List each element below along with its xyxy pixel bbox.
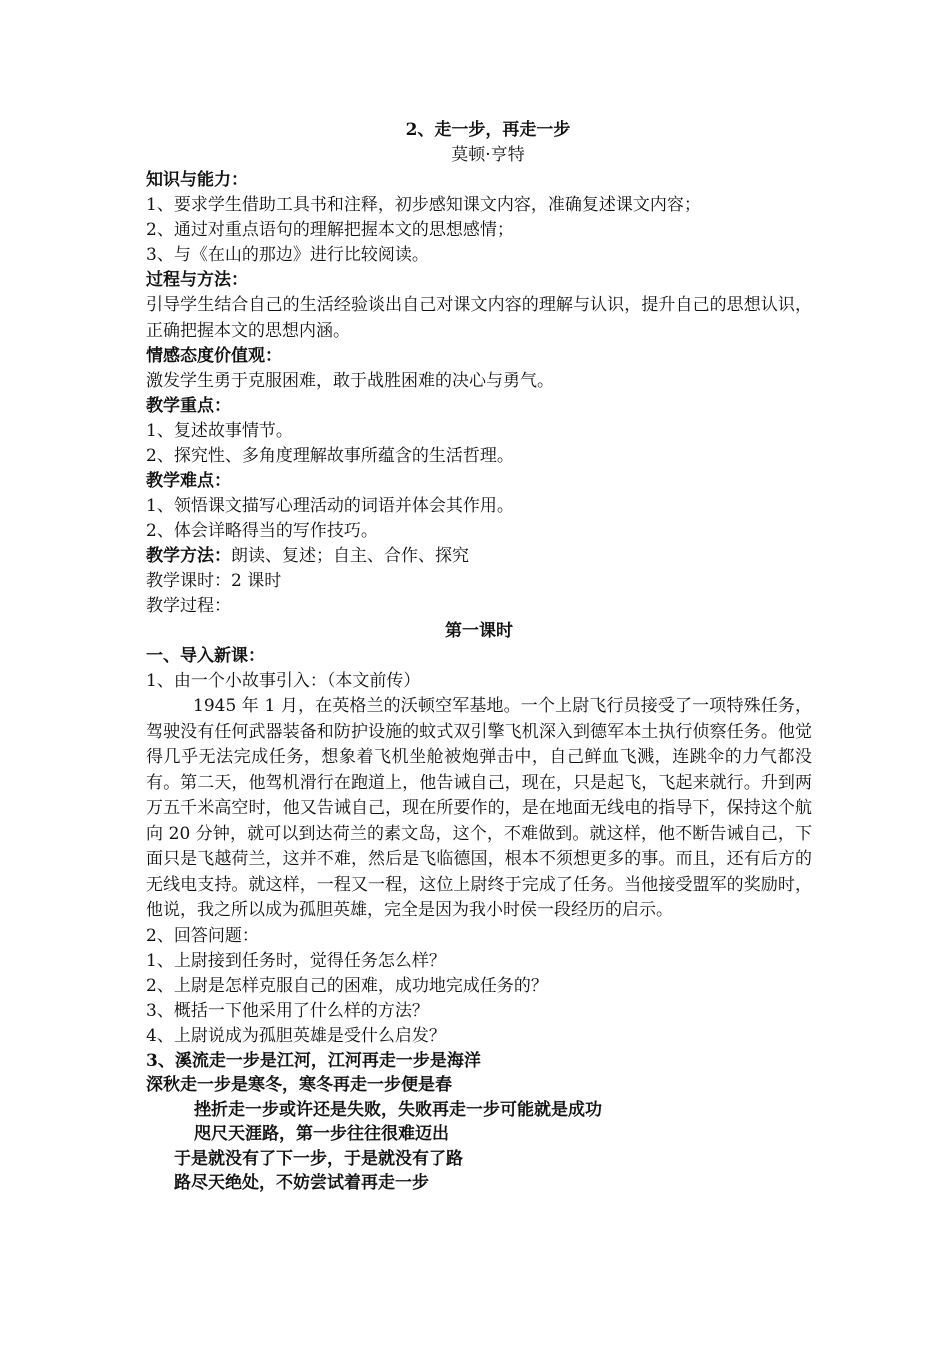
- key-points-heading: 教学重点：: [146, 396, 231, 416]
- poem-line: 挫折走一步或许还是失败，失败再走一步可能就是成功: [194, 1099, 602, 1120]
- question-item: 1、上尉接到任务时，觉得任务怎么样？: [146, 950, 446, 971]
- difficulties-heading: 教学难点：: [146, 471, 231, 491]
- process-label: 教学过程：: [146, 596, 231, 616]
- question-item: 2、上尉是怎样克服自己的困难，成功地完成任务的？: [146, 975, 548, 996]
- difficulty-item: 2、体会详略得当的写作技巧。: [146, 521, 378, 541]
- intro-heading: 一、导入新课：: [146, 646, 265, 666]
- story-paragraph: 1945 年 1 月，在英格兰的沃顿空军基地。一个上尉飞行员接受了一项特殊任务，驾驶没有任何武器装备和防护设施的蚊式双引擎飞机深入到德军本土执行侦察任务。他觉得几乎无法完成任务，想象着飞机坐舱被炮弹击中，自己鲜血飞溅，连跳伞的力气都没有。第二天，他驾机滑行在跑道上，他告诫自己，现在，只是起飞，飞起来就行。升到两万五千米高空时，他又告诫自己，现在所要作的，是在地面无线电的指导下，保持这个航向 20 分钟，就可以到达荷兰的素文岛，这个，不难做到。就这样，他不断告诫自己，下面只是飞越荷兰，这并不难，然后是飞临德国，根本不须想更多的事。而且，还有后方的无线电支持。就这样，一程又一程，这位上尉终于完成了任务。当他接受盟军的奖励时，他说，我之所以成为孤胆英雄，完全是因为我小时侯一段经历的启示。: [146, 696, 812, 920]
- poem-line: 路尽天绝处，不妨尝试着再走一步: [174, 1173, 429, 1193]
- knowledge-item: 2、通过对重点语句的理解把握本文的思想感情；: [146, 220, 514, 240]
- difficulty-item: 1、领悟课文描写心理活动的词语并体会其作用。: [146, 496, 514, 516]
- question-item: 4、上尉说成为孤胆英雄是受什么启发？: [146, 1025, 446, 1046]
- hours-line: 教学课时：2 课时: [146, 571, 282, 591]
- question-item: 3、概括一下他采用了什么样的方法？: [146, 1000, 429, 1021]
- knowledge-item: 3、与《在山的那边》进行比较阅读。: [146, 245, 429, 265]
- process-text: 引导学生结合自己的生活经验谈出自己对课文内容的理解与认识，提升自己的思想认识，正确把握本文的思想内涵。: [146, 295, 812, 341]
- method-line: [146, 544, 812, 569]
- key-point-item: 1、复述故事情节。: [146, 421, 293, 441]
- method-text: 朗读、复述；自主、合作、探究: [231, 546, 469, 566]
- emotion-heading: 情感态度价值观：: [146, 346, 282, 366]
- poem-line: 深秋走一步是寒冬，寒冬再走一步便是春: [146, 1075, 452, 1095]
- knowledge-heading: 知识与能力：: [146, 170, 248, 190]
- method-heading: 教学方法：: [146, 546, 231, 566]
- lesson-title: 第一课时: [445, 621, 513, 641]
- poem-line: 咫尺天涯路，第一步往往很难迈出: [194, 1124, 449, 1144]
- intro-subheading: 1、由一个小故事引入：（本文前传）: [146, 671, 421, 691]
- process-heading: 过程与方法：: [146, 270, 248, 290]
- doc-author: 莫顿·亨特: [451, 145, 525, 165]
- doc-title: 2、走一步，再走一步: [405, 120, 571, 140]
- questions-heading: 2、回答问题：: [146, 925, 259, 946]
- document-page: [146, 118, 812, 1196]
- poem-line: 3、溪流走一步是江河，江河再走一步是海洋: [146, 1050, 481, 1071]
- poem-line: 于是就没有了下一步，于是就没有了路: [174, 1148, 463, 1169]
- key-point-item: 2、探究性、多角度理解故事所蕴含的生活哲理。: [146, 446, 514, 466]
- emotion-text: 激发学生勇于克服困难，敢于战胜困难的决心与勇气。: [146, 371, 554, 391]
- knowledge-item: 1、要求学生借助工具书和注释，初步感知课文内容，准确复述课文内容；: [146, 195, 701, 215]
